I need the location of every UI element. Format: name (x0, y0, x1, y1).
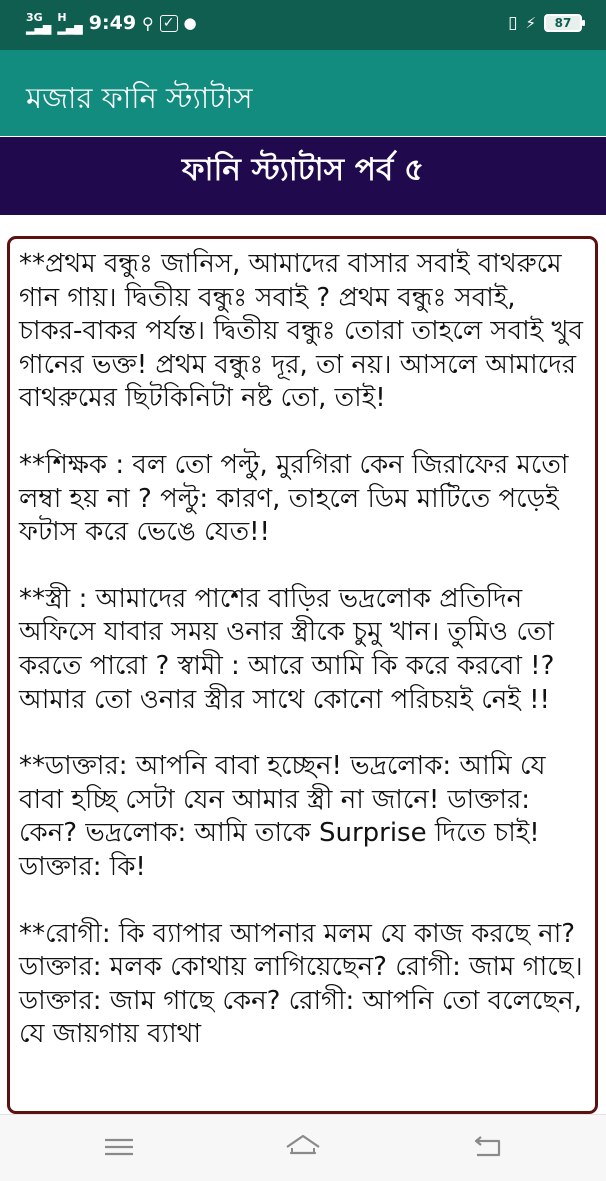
home-icon (283, 1131, 323, 1163)
menu-icon (99, 1131, 139, 1163)
status-post: **ডাক্তার: আপনি বাবা হচ্ছেন! ভদ্রলোক: আমি যে বাবা হচ্ছি সেটা যেন আমার স্ত্রী না জানে! ডাক্তার: কেন? ভদ্রলোক: আমি তাকে Surprise দিতে চাই! ডাক্তার: কি! (19, 751, 546, 882)
status-post: **স্ত্রী : আমাদের পাশের বাড়ির ভদ্রলোক প্রতিদিন অফিসে যাবার সময় ওনার স্ত্রীকে চুমু খান। তুমিও তো করতে পারো ? স্বামী : আরে আমি কি করে করবো !? আমার তো ওনার স্ত্রীর সাথে কোনো পরিচয়ই নেই !! (19, 583, 555, 715)
navigation-bar (0, 1114, 606, 1181)
network-3g-label: 3G (26, 11, 43, 24)
status-post: **শিক্ষক : বল তো পল্টু, মুরগিরা কেন জিরাফের মতো লম্বা হয় না ? পল্টু: কারণ, তাহলে ডিম মাটিতে পড়েই ফটাস করে ভেঙে যেত!! (19, 449, 569, 548)
status-right (508, 13, 582, 33)
status-left (26, 12, 197, 34)
message-icon: ● (183, 14, 197, 32)
app-title: মজার ফানি স্ট্যাটাস (26, 81, 253, 115)
status-content-card[interactable] (7, 236, 598, 1114)
network-h (57, 12, 82, 34)
signal-bars-icon: ▂▄▆ (26, 22, 52, 35)
data-saver-icon: ✓ (160, 15, 178, 32)
battery-level: 87 (554, 16, 572, 30)
battery-icon (544, 14, 582, 32)
vibrate-icon: ▯ (508, 13, 518, 33)
section-banner (0, 137, 606, 215)
network-h-label: H (57, 11, 67, 24)
back-button[interactable] (467, 1131, 507, 1163)
home-button[interactable] (283, 1131, 323, 1163)
section-title: ফানি স্ট্যাটাস পর্ব ৫ (181, 152, 425, 188)
status-post: **রোগী: কি ব্যাপার আপনার মলম যে কাজ করছে না? ডাক্তার: মলক কোথায় লাগিয়েছেন? রোগী: জাম গাছে। ডাক্তার: জাম গাছে কেন? রোগী: আপনি তো বলেছেন, যে জায়গায় ব্যাথা (19, 918, 583, 1050)
app-bar (0, 50, 606, 136)
status-post: **প্রথম বন্ধুঃ জানিস, আমাদের বাসার সবাই বাথরুমে গান গায়। দ্বিতীয় বন্ধুঃ সবাই ? প্রথম বন্ধুঃ সবাই, চাকর-বাকর পর্যন্ত। দ্বিতীয় বন্ধুঃ তোরা তাহলে সবাই খুব গানের ভক্ত! প্রথম বন্ধুঃ দূর, তা নয়। আসলে আমাদের বাথরুমের ছিটকিনিটা নষ্ট তো, তাই! (19, 249, 583, 414)
back-icon (467, 1131, 507, 1163)
clock: 9:49 (88, 12, 137, 34)
charging-icon: ⚡ (525, 14, 536, 32)
network-3g (26, 12, 51, 34)
status-bar (0, 0, 606, 50)
menu-button[interactable] (99, 1131, 139, 1163)
usb-icon: ⚲ (142, 13, 154, 33)
signal-bars-icon-2: ▂▄▆ (57, 22, 83, 35)
